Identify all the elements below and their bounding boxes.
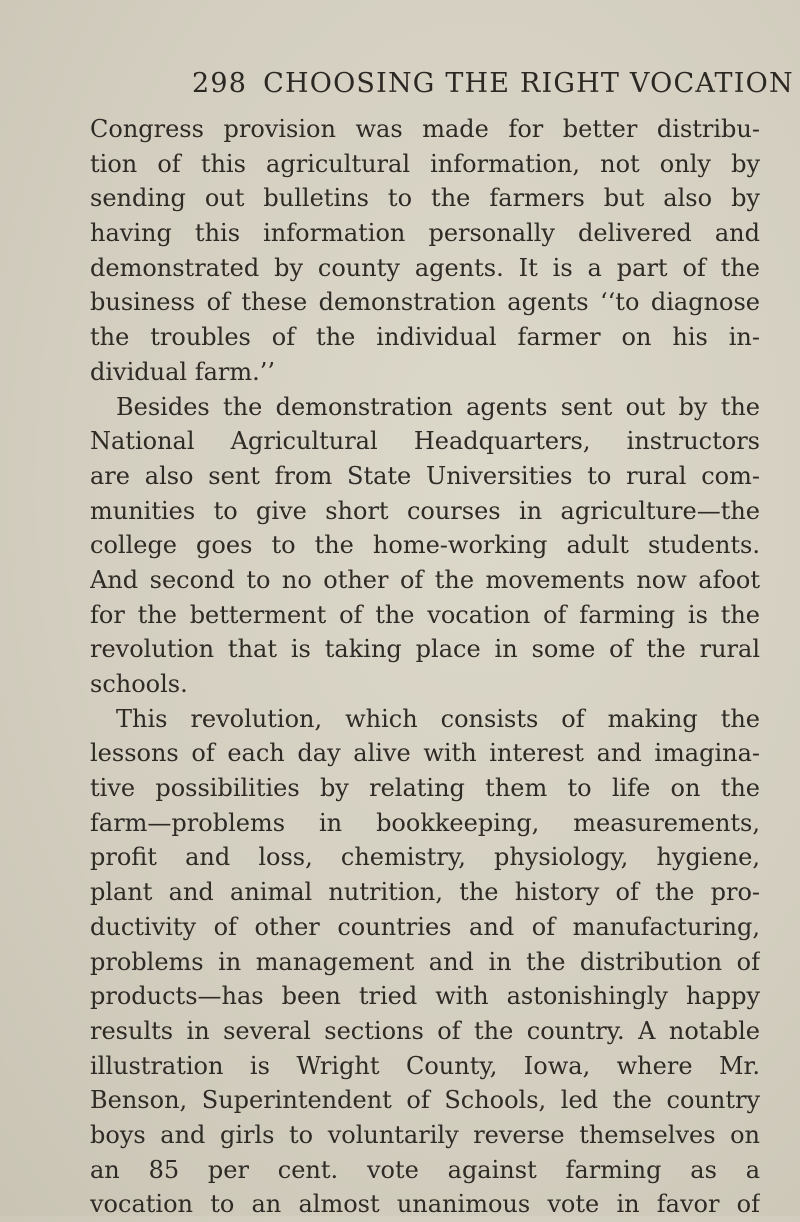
text-line: munities to give short courses in agriculture—the bbox=[90, 496, 760, 525]
text-line: sending out bulletins to the farmers but also by bbox=[90, 184, 760, 213]
text-line: college goes to the home-working adult students. bbox=[90, 531, 760, 560]
text-line: Besides the demonstration agents sent out by the bbox=[116, 392, 760, 421]
text-line: vocation to an almost unanimous vote in favor of bbox=[90, 1190, 760, 1219]
text-line: tion of this agricultural information, not only by bbox=[90, 149, 760, 178]
text-line: illustration is Wright County, Iowa, where Mr. bbox=[90, 1051, 760, 1080]
text-line: problems in management and in the distribution of bbox=[90, 947, 760, 976]
text-line: lessons of each day alive with interest and imagina- bbox=[90, 739, 760, 768]
text-line: boys and girls to voluntarily reverse themselves on bbox=[90, 1120, 760, 1149]
text-line: National Agricultural Headquarters, instructors bbox=[90, 427, 760, 456]
text-line: Congress provision was made for better distribu- bbox=[90, 115, 760, 143]
text-line: for the betterment of the vocation of farming is the bbox=[90, 600, 760, 629]
text-line: are also sent from State Universities to rural com- bbox=[90, 461, 760, 490]
text-line: the troubles of the individual farmer on his in- bbox=[90, 323, 760, 352]
text-line: an 85 per cent. vote against farming as a bbox=[90, 1155, 760, 1184]
text-line: revolution that is taking place in some of the rural bbox=[90, 635, 760, 664]
text-line: schools. bbox=[90, 670, 188, 698]
text-line: results in several sections of the country. A notable bbox=[90, 1016, 760, 1045]
text-line: ductivity of other countries and of manufacturing, bbox=[90, 912, 760, 941]
text-line: farm—problems in bookkeeping, measurements, bbox=[90, 808, 760, 837]
text-line: business of these demonstration agents ‘‘to diagnose bbox=[90, 288, 760, 317]
text-line: having this information personally delivered and bbox=[90, 219, 760, 248]
text-line: This revolution, which consists of making the bbox=[116, 704, 760, 733]
text-line: plant and animal nutrition, the history of the pro- bbox=[90, 878, 760, 907]
text-line: profit and loss, chemistry, physiology, hygiene, bbox=[90, 843, 760, 872]
text-line: demonstrated by county agents. It is a part of the bbox=[90, 253, 760, 282]
running-header bbox=[192, 68, 794, 99]
text-line: Benson, Superintendent of Schools, led the country bbox=[90, 1086, 760, 1115]
text-line: And second to no other of the movements now afoot bbox=[90, 565, 760, 594]
page-number: 298 bbox=[192, 68, 248, 99]
text-line: tive possibilities by relating them to life on the bbox=[90, 774, 760, 803]
body-text bbox=[90, 112, 760, 1222]
text-line: dividual farm.’’ bbox=[90, 357, 276, 386]
running-title: CHOOSING THE RIGHT VOCATION bbox=[263, 68, 794, 99]
text-line: products—has been tried with astonishingly happy bbox=[90, 982, 760, 1011]
